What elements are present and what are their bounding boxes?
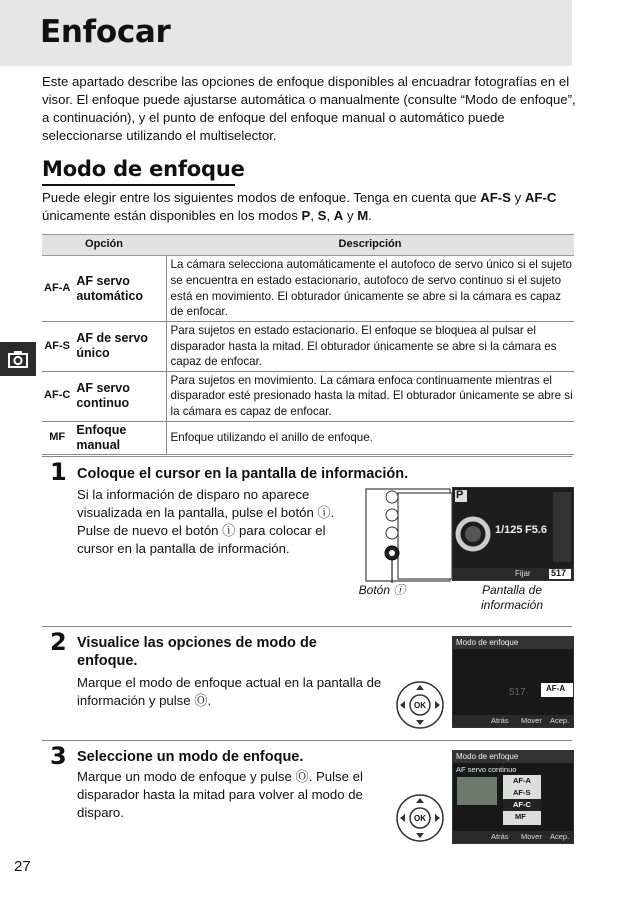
- info-button-icon: [386, 547, 398, 559]
- option-mf: MF: [515, 812, 526, 821]
- option-af-s: AF-S: [513, 788, 531, 797]
- focus-mode-table: [42, 234, 574, 455]
- screen-title: Modo de enfoque: [456, 752, 519, 761]
- table-header-option: Opción: [42, 235, 166, 256]
- mode-code: AF-A: [42, 256, 72, 322]
- table-row: [42, 421, 574, 454]
- screen-remaining: 517: [509, 687, 526, 698]
- section-title: Modo de enfoque: [42, 157, 245, 181]
- mode-name: AF de servo único: [72, 322, 166, 372]
- page-number: 27: [14, 858, 31, 875]
- step-body: Marque el modo de enfoque actual en la pantalla de información y pulse Ⓞ.: [77, 675, 382, 708]
- screen-title: Modo de enfoque: [456, 638, 519, 647]
- step-body: Si la información de disparo no aparece visualizada en la pantalla, pulse el botón ⓘ. Pulse de nuevo el botón ⓘ para colocar el cursor en la pantalla de información.: [77, 487, 335, 556]
- screen-selected-value: AF-A: [546, 684, 566, 693]
- option-af-a: AF-A: [513, 776, 531, 785]
- step-divider: [42, 456, 572, 457]
- lead-mode-p: P: [301, 208, 311, 223]
- lead-text: y: [343, 208, 358, 223]
- mode-description: Para sujetos en movimiento. La cámara enfoca continuamente mientras el disparador esté presionado hasta la mitad. El obturador únicamente se abre si la cámara es capaz de enfocar.: [166, 371, 574, 421]
- lead-text: ,: [326, 208, 334, 223]
- mode-description: Para sujetos en estado estacionario. El enfoque se bloquea al pulsar el disparador hasta la mitad. El obturador únicamente se abre si la cámara es capaz de enfocar.: [166, 322, 574, 372]
- screen-shutter: 1/125: [495, 524, 523, 536]
- button-caption: Botón ⓘ: [358, 583, 406, 597]
- table-row: [42, 256, 574, 322]
- table-row: [42, 371, 574, 421]
- screen-aperture: F5.6: [525, 524, 548, 536]
- mode-name: Enfoque manual: [72, 421, 166, 454]
- title-bar: [0, 0, 572, 66]
- table-header-description: Descripción: [166, 235, 574, 256]
- lead-text: únicamente están disponibles en los modos: [42, 208, 302, 223]
- screen-mode-label: P: [456, 489, 464, 501]
- lead-mode-s: S: [317, 208, 327, 223]
- step-divider: [42, 740, 572, 741]
- camera-section-tab: [0, 342, 36, 376]
- mode-description: La cámara selecciona automáticamente el autofoco de servo único si el sujeto se encuentra en estado estacionario, autofoco de servo continuo si el sujeto está en movimiento. El obturador únicamente se abre si la cámara es capaz de enfocar.: [166, 256, 574, 322]
- screen-button-hint: Fijar: [515, 569, 531, 578]
- screen-accept: Acep.: [550, 716, 570, 725]
- lead-code-afc: AF-C: [524, 190, 557, 205]
- step-divider: [42, 626, 572, 627]
- camera-icon: [8, 350, 28, 368]
- page-title: Enfocar: [40, 14, 171, 50]
- info-display-screen: [452, 487, 574, 581]
- step-title: Visualice las opciones de modo de enfoque.: [77, 635, 317, 669]
- screen-remaining: 517: [551, 568, 567, 578]
- sample-photo: [457, 777, 497, 805]
- step-number: 2: [50, 628, 67, 656]
- table-row: [42, 322, 574, 372]
- lead-mode-a: A: [333, 208, 344, 223]
- step-title: Coloque el cursor en la pantalla de información.: [77, 466, 409, 482]
- screen-back: Atrás: [491, 716, 509, 725]
- lead-text: .: [368, 208, 372, 223]
- step-title: Seleccione un modo de enfoque.: [77, 749, 304, 765]
- mode-description: Enfoque utilizando el anillo de enfoque.: [166, 421, 574, 454]
- multi-selector: [395, 680, 445, 730]
- option-af-c: AF-C: [513, 800, 531, 809]
- screen-caption: Pantalla de información: [480, 583, 544, 612]
- mode-name: AF servo automático: [72, 256, 166, 322]
- step-number: 1: [50, 458, 67, 486]
- screen-accept: Acep.: [550, 832, 570, 841]
- section-lead: [42, 189, 576, 225]
- multi-selector: [395, 793, 445, 843]
- lead-mode-m: M: [357, 208, 369, 223]
- camera-back-illustration: [362, 487, 452, 583]
- mode-name: AF servo continuo: [72, 371, 166, 421]
- mode-code: AF-C: [42, 371, 72, 421]
- screen-move: Mover: [521, 832, 542, 841]
- screen-subtitle: AF servo continuo: [456, 765, 517, 774]
- focus-mode-screen: [452, 636, 574, 728]
- svg-text:OK: OK: [414, 814, 426, 823]
- intro-paragraph: Este apartado describe las opciones de enfoque disponibles al encuadrar fotografías en el visor. El enfoque puede ajustarse automática o manualmente (consulte “Modo de enfoque”, a continuación), y el punto de enfoque del enfoque manual o automático puede seleccionarse utilizando el multiselector.: [42, 74, 576, 143]
- section-underline: [42, 184, 235, 186]
- mode-code: AF-S: [42, 322, 72, 372]
- step-body: Marque un modo de enfoque y pulse Ⓞ. Pulse el disparador hasta la mitad para volver al modo de disparo.: [77, 769, 363, 820]
- lead-code-afs: AF-S: [480, 190, 511, 205]
- lead-text: Puede elegir entre los siguientes modos de enfoque. Tenga en cuenta que: [42, 190, 481, 205]
- lead-text: ,: [310, 208, 318, 223]
- step-number: 3: [50, 742, 67, 770]
- mode-code: MF: [42, 421, 72, 454]
- table-header-row: [42, 235, 574, 256]
- screen-back: Atrás: [491, 832, 509, 841]
- svg-text:OK: OK: [414, 701, 426, 710]
- lead-text: y: [510, 190, 525, 205]
- focus-mode-options-screen: [452, 750, 574, 844]
- screen-move: Mover: [521, 716, 542, 725]
